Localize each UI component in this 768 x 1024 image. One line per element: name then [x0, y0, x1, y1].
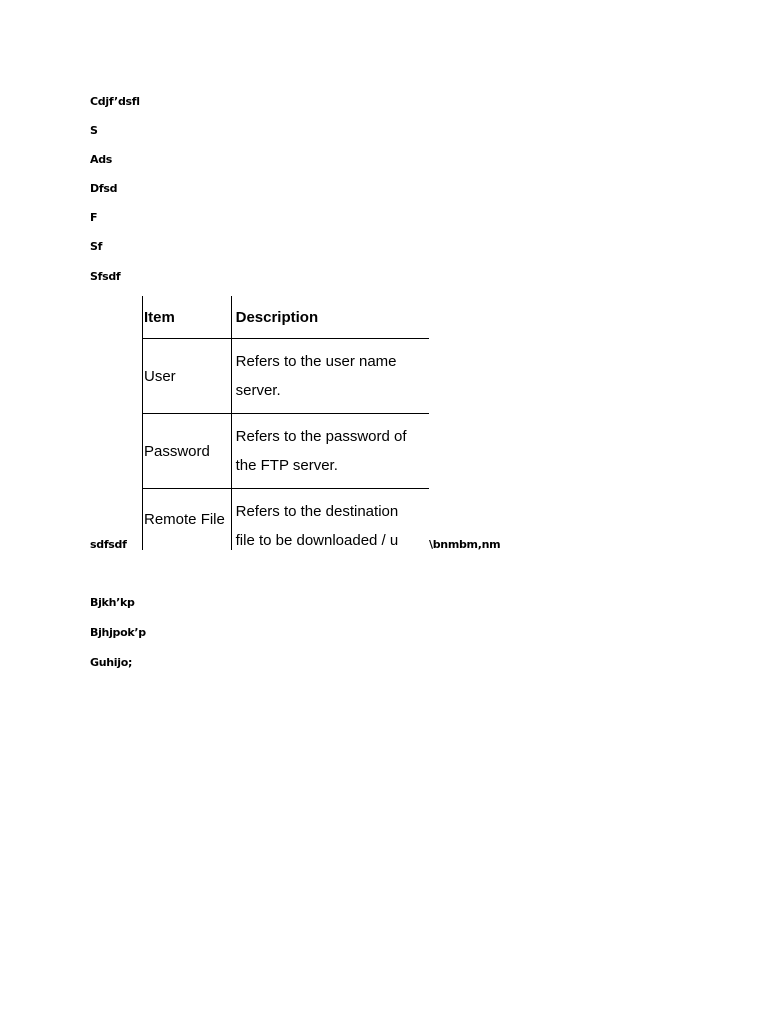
- header-item: Item: [142, 296, 231, 339]
- text-line-9: Bjhjpok’p: [90, 626, 146, 639]
- text-line-2: S: [90, 124, 98, 137]
- description-line: Refers to the password of: [235, 428, 407, 445]
- table-left-border: [142, 296, 143, 550]
- table-row: [142, 414, 429, 489]
- text-line-1: Cdjf’dsfl: [90, 95, 140, 108]
- cell-description: [231, 339, 429, 414]
- text-line-6: Sf: [90, 240, 103, 253]
- description-line: Refers to the user name: [235, 353, 397, 370]
- text-line-7: Sfsdf: [90, 270, 121, 283]
- cell-description: [231, 489, 429, 551]
- cell-item: Password: [142, 414, 231, 489]
- table-row: [142, 489, 429, 551]
- text-line-4: Dfsd: [90, 182, 118, 195]
- parameter-table: [142, 296, 429, 550]
- table-header-row: [142, 296, 429, 339]
- embedded-table-image: [142, 296, 429, 550]
- cell-description: [231, 414, 429, 489]
- side-label: sdfsdf: [90, 538, 127, 551]
- overlay-text: \bnmbm,nm: [429, 538, 501, 551]
- text-line-5: F: [90, 211, 98, 224]
- text-line-10: Guhijo;: [90, 656, 133, 669]
- cell-item: User: [142, 339, 231, 414]
- text-line-8: Bjkh’kp: [90, 596, 135, 609]
- description-line: file to be downloaded / u: [235, 532, 399, 549]
- table-row: [142, 339, 429, 414]
- description-line: server.: [235, 382, 281, 399]
- description-line: Refers to the destination: [235, 503, 399, 520]
- cell-item: Remote File: [142, 489, 231, 551]
- text-line-3: Ads: [90, 153, 113, 166]
- description-line: the FTP server.: [235, 457, 338, 474]
- header-description: Description: [235, 308, 319, 326]
